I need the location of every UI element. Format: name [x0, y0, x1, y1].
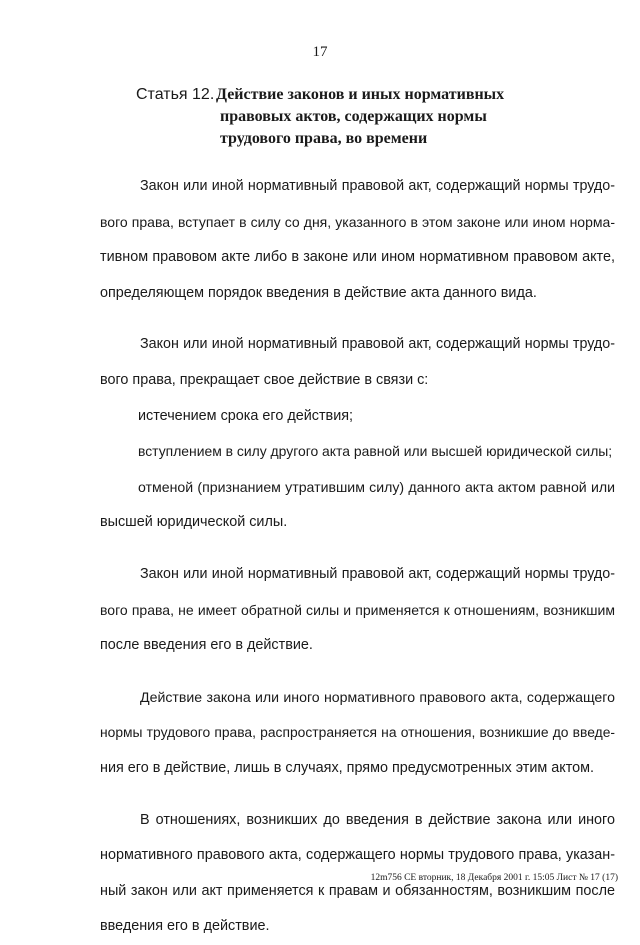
list-item-new-act — [100, 434, 615, 470]
page-footer: 12m756 СЕ вторник, 18 Декабря 2001 г. 15:05 Лист № 17 (17) — [370, 873, 618, 883]
text-line: после введения его в действие. — [100, 637, 313, 654]
text-line: В отношениях, возникших до введения в действие закона или иного — [140, 811, 615, 828]
text-line: вого права, вступает в силу со дня, указанного в этом законе или ином норма- — [100, 213, 615, 230]
text-line: отменой (признанием утратившим силу) данного акта актом равной или — [138, 478, 615, 495]
paragraph-retroactive-cases — [100, 680, 615, 787]
text-line: Закон или иной нормативный правовой акт, содержащий нормы трудо- — [140, 336, 615, 353]
text-line: Действие закона или иного нормативного правового акта, содержащего — [140, 688, 615, 705]
article-label: Статья 12. — [136, 86, 215, 103]
paragraph-entry-into-force — [100, 169, 615, 311]
text-line: вого права, прекращает свое действие в связи с: — [100, 371, 429, 388]
paragraph-termination — [100, 327, 615, 398]
article-title-line: трудового права, во времени — [220, 130, 428, 147]
text-line: введения его в действие. — [100, 918, 270, 935]
text-line: определяющем порядок введения в действие акта данного вида. — [100, 284, 537, 301]
text-line: Закон или иной нормативный правовой акт, содержащий нормы трудо- — [140, 565, 615, 582]
list-item-repeal — [100, 470, 615, 541]
article-title — [216, 84, 556, 150]
text-line: вого права, не имеет обратной силы и применяется к отношениям, возникшим — [100, 601, 615, 618]
list-item-expiry — [100, 399, 615, 435]
text-line: ный закон или акт применяется к правам и обязанностям, возникшим после — [100, 882, 615, 899]
page-number: 17 — [312, 44, 328, 60]
article-body — [100, 169, 615, 945]
text-line: истечением срока его действия; — [138, 407, 354, 424]
text-line: Закон или иной нормативный правовой акт, содержащий нормы трудо- — [140, 178, 615, 194]
article-title-line: правовых актов, содержащих нормы — [220, 108, 487, 125]
text-line: тивном правовом акте либо в законе или ином нормативном правовом акте, — [100, 249, 615, 266]
text-line: вступлением в силу другого акта равной или высшей юридической силы; — [138, 443, 613, 460]
text-line: нормативного правового акта, содержащего нормы трудового права, указан- — [100, 847, 615, 864]
paragraph-no-retroactive-force — [100, 557, 615, 664]
article-title-line: Действие законов и иных нормативных — [216, 86, 505, 103]
text-line: высшей юридической силы. — [100, 514, 288, 531]
text-line: нормы трудового права, распространяется на отношения, возникшие до введе- — [100, 724, 615, 741]
text-line: ния его в действие, лишь в случаях, прямо предусмотренных этим актом. — [100, 759, 595, 776]
